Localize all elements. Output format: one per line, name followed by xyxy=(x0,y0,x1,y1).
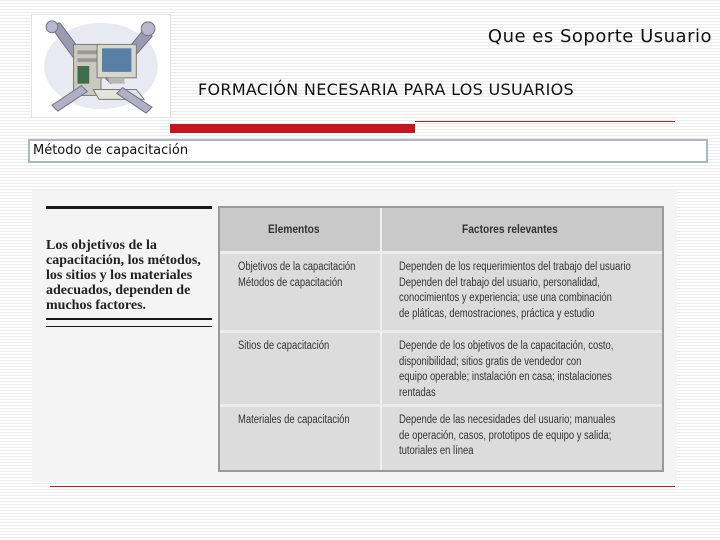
element-cell xyxy=(238,339,329,355)
factor-cell xyxy=(399,413,616,460)
table-header xyxy=(220,208,662,254)
footer-line xyxy=(50,486,675,487)
side-note-line: los sitios y los materiales xyxy=(46,268,193,283)
table-row xyxy=(220,330,662,404)
computer-with-tools-icon xyxy=(32,15,170,117)
side-note xyxy=(46,238,226,313)
factor-line: Dependen del trabajo del usuario, personalidad, xyxy=(399,276,600,289)
section-label: Método de capacitación xyxy=(28,139,708,163)
logo xyxy=(31,14,171,118)
factor-line: tutoriales en línea xyxy=(399,445,474,457)
accent-line xyxy=(415,121,675,122)
factor-line: rentadas xyxy=(399,386,436,399)
training-figure xyxy=(32,190,677,482)
table-row xyxy=(220,404,662,470)
accent-bar xyxy=(170,124,415,133)
factor-line: conocimientos y experiencia; use una combinación xyxy=(399,292,612,304)
factor-line: equipo operable; instalación en casa; instalaciones xyxy=(399,371,612,383)
element-line: Objetivos de la capacitación xyxy=(238,261,356,273)
table-row xyxy=(220,254,662,330)
element-line: Materiales de capacitación xyxy=(238,414,350,426)
header-column-divider xyxy=(380,208,382,251)
factor-line: Depende de las necesidades del usuario; manuales xyxy=(399,414,616,426)
element-cell xyxy=(238,413,350,429)
factor-line: de pláticas, demostraciones, práctica y estudio xyxy=(399,307,595,320)
page-title: Que es Soporte Usuario xyxy=(487,26,712,47)
header-factors: Factores relevantes xyxy=(462,222,558,236)
element-line: Sitios de capacitación xyxy=(238,340,330,352)
side-note-line: adecuados, dependen de xyxy=(46,283,191,298)
element-cell xyxy=(238,260,355,291)
side-note-line: muchos factores. xyxy=(46,298,147,313)
side-note-line: Los objetivos de la xyxy=(46,238,157,253)
factor-cell xyxy=(399,339,613,401)
side-rule-bottom xyxy=(46,326,212,327)
side-rule-top xyxy=(46,206,212,209)
factor-cell xyxy=(399,260,631,322)
factors-table xyxy=(218,206,664,472)
side-rule-middle xyxy=(46,318,212,320)
factor-line: Dependen de los requerimientos del trabajo del usuario xyxy=(399,261,631,273)
factor-line: Depende de los objetivos de la capacitación, costo, xyxy=(399,340,614,352)
element-line: Métodos de capacitación xyxy=(238,276,343,289)
header-elements: Elementos xyxy=(268,222,320,236)
factor-line: disponibilidad; sitios gratis de vendedor con xyxy=(399,355,582,368)
page-subtitle: FORMACIÓN NECESARIA PARA LOS USUARIOS xyxy=(198,80,575,99)
side-note-line: capacitación, los métodos, xyxy=(46,253,201,268)
factor-line: de operación, casos, prototipos de equipo y salida; xyxy=(399,429,612,442)
